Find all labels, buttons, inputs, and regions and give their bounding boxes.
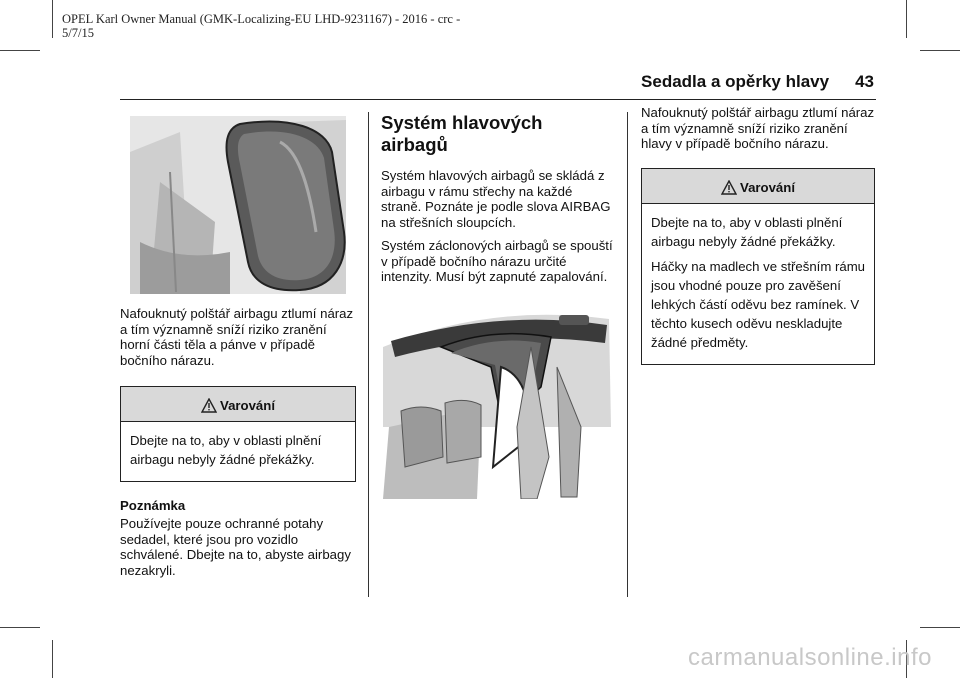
note-title: Poznámka: [120, 498, 186, 513]
warning-text: Háčky na madlech ve střešním rámu jsou vhodné pouze pro zavěšení lehkých částí oděvu bez ramínek. V těchto kusech oděvu neskladujte žádné předměty.: [651, 258, 866, 350]
warning-box: [120, 386, 356, 482]
header-rule: [120, 99, 876, 100]
warning-text: Dbejte na to, aby v oblasti plnění airbagu nebyly žádné překážky.: [130, 433, 322, 467]
crop-mark: [0, 627, 40, 628]
warning-triangle-icon: [721, 180, 737, 195]
document-header: [62, 12, 532, 40]
column-divider: [368, 112, 369, 597]
warning-triangle-icon: [201, 398, 217, 413]
crop-mark: [920, 627, 960, 628]
warning-box: [641, 168, 875, 365]
paragraph: Systém záclonových airbagů se spouští v případě bočního nárazu určité intenzity. Musí být zapnuté zapalování.: [381, 238, 613, 284]
document-header-line2: 5/7/15: [62, 26, 94, 40]
crop-mark: [52, 640, 53, 678]
column-middle: [381, 112, 613, 499]
running-head: [641, 72, 874, 92]
curtain-airbag-illustration: [381, 307, 613, 499]
column-right: [641, 105, 875, 365]
caption-text: Nafouknutý polštář airbagu ztlumí náraz a tím významně sníží riziko zranění hlavy v případě bočního nárazu.: [641, 105, 875, 151]
seat-airbag-illustration: [120, 112, 356, 298]
warning-header: [121, 387, 355, 422]
warning-header: [642, 169, 874, 204]
document-header-line1: OPEL Karl Owner Manual (GMK-Localizing-EU LHD-9231167) - 2016 - crc -: [62, 12, 461, 26]
section-title: Systém hlavových airbagů: [381, 112, 543, 155]
warning-body: [642, 204, 874, 364]
caption-text: Nafouknutý polštář airbagu ztlumí náraz a tím významně sníží riziko zranění horní části těla a pánve v případě bočního nárazu.: [120, 306, 354, 368]
watermark: carmanualsonline.info: [688, 644, 932, 671]
page-number: 43: [855, 72, 874, 91]
warning-body: [121, 422, 355, 481]
crop-mark: [920, 50, 960, 51]
warning-title: Varování: [220, 398, 275, 413]
crop-mark: [906, 0, 907, 38]
paragraph: Systém hlavových airbagů se skládá z airbagu v rámu střechy na každé straně. Poznáte je podle slova AIRBAG na střešních sloupcích.: [381, 168, 611, 230]
column-divider: [627, 112, 628, 597]
running-head-title: Sedadla a opěrky hlavy: [641, 72, 830, 91]
warning-title: Varování: [740, 179, 795, 195]
column-left: [120, 112, 356, 586]
crop-mark: [0, 50, 40, 51]
note-text: Používejte pouze ochranné potahy sedadel, které jsou pro vozidlo schválené. Dbejte na to, abyste airbagy nezakryli.: [120, 516, 351, 578]
warning-text: Dbejte na to, aby v oblasti plnění airbagu nebyly žádné překážky.: [651, 214, 843, 249]
crop-mark: [52, 0, 53, 38]
